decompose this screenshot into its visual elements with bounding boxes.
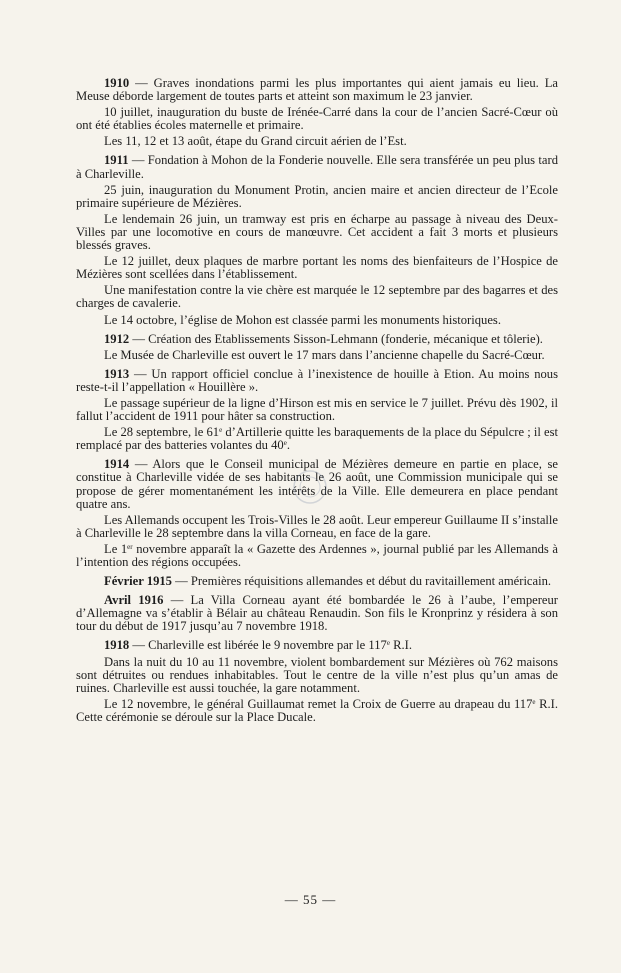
paragraph-text: — La Villa Corneau ayant été bombardée le 26 à l’aube, l’empereur d’Allemagne va s’établir à Bélair au château Renaudin. Son fils le Kronprinz y résidera à son tour du début de 1917 jusqu’au 7 novembre 1918. <box>76 593 558 634</box>
ordinal-suffix: e <box>386 639 390 648</box>
entry-date: 1910 <box>104 76 130 90</box>
paragraph-text: — Fondation à Mohon de la Fonderie nouvelle. Elle sera transférée un peu plus tard à Charleville. <box>76 153 558 181</box>
entry-date: 1913 <box>104 366 130 381</box>
paragraph-text: Le 28 septembre, le 61 <box>104 425 220 440</box>
chronology-paragraph <box>76 314 558 327</box>
entry-date: Février 1915 <box>104 574 172 589</box>
paragraph-text: Le 12 juillet, deux plaques de marbre portant les noms des bienfaiteurs de l’Hospice de Mézières sont scellées dans l’établissement. <box>76 254 558 282</box>
paragraph-text: — Un rapport officiel conclue à l’inexistence de houille à Etion. Au moins nous reste-t-il l’appellation « Houillère ». <box>76 366 558 394</box>
chronology-entry <box>76 594 558 633</box>
chronology-paragraph <box>76 284 558 310</box>
chronology-paragraph <box>76 514 558 540</box>
chronology-paragraph <box>76 349 558 362</box>
paragraph-text: Dans la nuit du 10 au 11 novembre, violent bombardement sur Mézières où 762 maisons sont détruites ou rendues inhabitables. Tout le centre de la ville n’est plus qu’un amas de ruines. Charleville est aussi touchée, la gare notamment. <box>76 654 558 695</box>
chronology-entry <box>76 154 558 180</box>
paragraph-text: — Graves inondations parmi les plus importantes qui aient jamais eu lieu. La Meuse déborde largement de toutes parts et atteint son maximum le 23 janvier. <box>76 76 558 104</box>
library-stamp-icon <box>288 467 332 507</box>
paragraph-text: — Charleville est libérée le 9 novembre par le 117 <box>129 638 387 653</box>
paragraph-text: Les 11, 12 et 13 août, étape du Grand circuit aérien de l’Est. <box>104 134 407 149</box>
paragraph-text: novembre apparaît la « Gazette des Ardennes », journal publié par les Allemands à l’intention des régions occupées. <box>76 541 558 569</box>
paragraph-text: 10 juillet, inauguration du buste de Irénée-Carré dans la cour de l’ancien Sacré-Cœur où ont été établies écoles maternelle et primaire. <box>76 105 558 133</box>
chronology-paragraph <box>76 397 558 423</box>
chronology-paragraph <box>76 543 558 569</box>
paragraph-text: Le Musée de Charleville est ouvert le 17 mars dans l’ancienne chapelle du Sacré-Cœur. <box>104 347 545 362</box>
chronology-paragraph <box>76 106 558 132</box>
entry-date: 1911 <box>104 153 129 168</box>
entry-date: 1914 <box>104 457 130 472</box>
paragraph-text: Le 12 novembre, le général Guillaumat remet la Croix de Guerre au drapeau du 117 <box>104 696 533 711</box>
paragraph-text: — Premières réquisitions allemandes et début du ravitaillement américain. <box>171 574 552 589</box>
paragraph-text: Le lendemain 26 juin, un tramway est pris en écharpe au passage à niveau des Deux-Villes par une locomotive en cours de manœuvre. Cet accident a fait 3 morts et plusieurs blessés graves. <box>76 211 558 253</box>
entry-date: 1918 <box>104 638 130 653</box>
entry-date: 1912 <box>104 331 130 346</box>
chronology-entry <box>76 77 558 103</box>
chronology-entry <box>76 368 558 394</box>
chronology-paragraph <box>76 184 558 210</box>
paragraph-text: Le 1 <box>104 541 128 556</box>
ordinal-suffix: e <box>219 426 223 435</box>
chronology-paragraph <box>76 698 558 724</box>
chronology-paragraph <box>76 213 558 252</box>
chronology-paragraph <box>76 426 558 452</box>
paragraph-text: d’Artillerie quitte les baraquements de la place du Sépulcre ; il est remplacé par des batteries volantes du 40 <box>76 425 558 453</box>
ordinal-suffix: er <box>127 542 133 551</box>
paragraph-text: Une manifestation contre la vie chère est marquée le 12 septembre par des bagarres et des charges de cavalerie. <box>76 283 558 311</box>
paragraph-text: Les Allemands occupent les Trois-Villes le 28 août. Leur empereur Guillaume II s’installe à Charleville le 28 septembre dans la villa Corneau, en face de la gare. <box>76 512 558 540</box>
entry-date: Avril 1916 <box>104 593 164 608</box>
paragraph-text: 25 juin, inauguration du Monument Protin, ancien maire et ancien directeur de l’Ecole primaire supérieure de Mézières. <box>76 182 558 210</box>
paragraph-text: — Création des Etablissements Sisson-Lehmann (fonderie, mécanique et tôlerie). <box>129 331 543 346</box>
chronology-entry <box>76 639 558 652</box>
chronology-entry <box>76 333 558 346</box>
paragraph-text: . <box>286 438 290 453</box>
chronology-paragraph <box>76 135 558 148</box>
chronology-paragraph <box>76 255 558 281</box>
chronology-text <box>76 77 558 727</box>
page-number: — 55 — <box>284 892 337 907</box>
paragraph-text: R.I. <box>389 638 412 653</box>
paragraph-text: Le passage supérieur de la ligne d’Hirson est mis en service le 7 juillet. Prévu dès 1902, il fallut l’accident de 1911 pour hâter sa construction. <box>76 395 558 424</box>
chronology-paragraph <box>76 656 558 695</box>
ordinal-suffix: e <box>532 697 536 706</box>
paragraph-text: Le 14 octobre, l’église de Mohon est classée parmi les monuments historiques. <box>104 312 501 327</box>
paragraph-text: — Alors que le Conseil municipal de Mézières demeure en partie en place, se constitue à Charleville vidée de ses habitants le 26 août, une Commission municipale qui se propose de gérer momentanément les intérêts de la Ville. Elle demeurera en place pendant quatre ans. <box>76 457 558 511</box>
ordinal-suffix: e <box>283 439 287 448</box>
paragraph-text: R.I. Cette cérémonie se déroule sur la Place Ducale. <box>76 696 558 724</box>
chronology-entry <box>76 575 558 588</box>
